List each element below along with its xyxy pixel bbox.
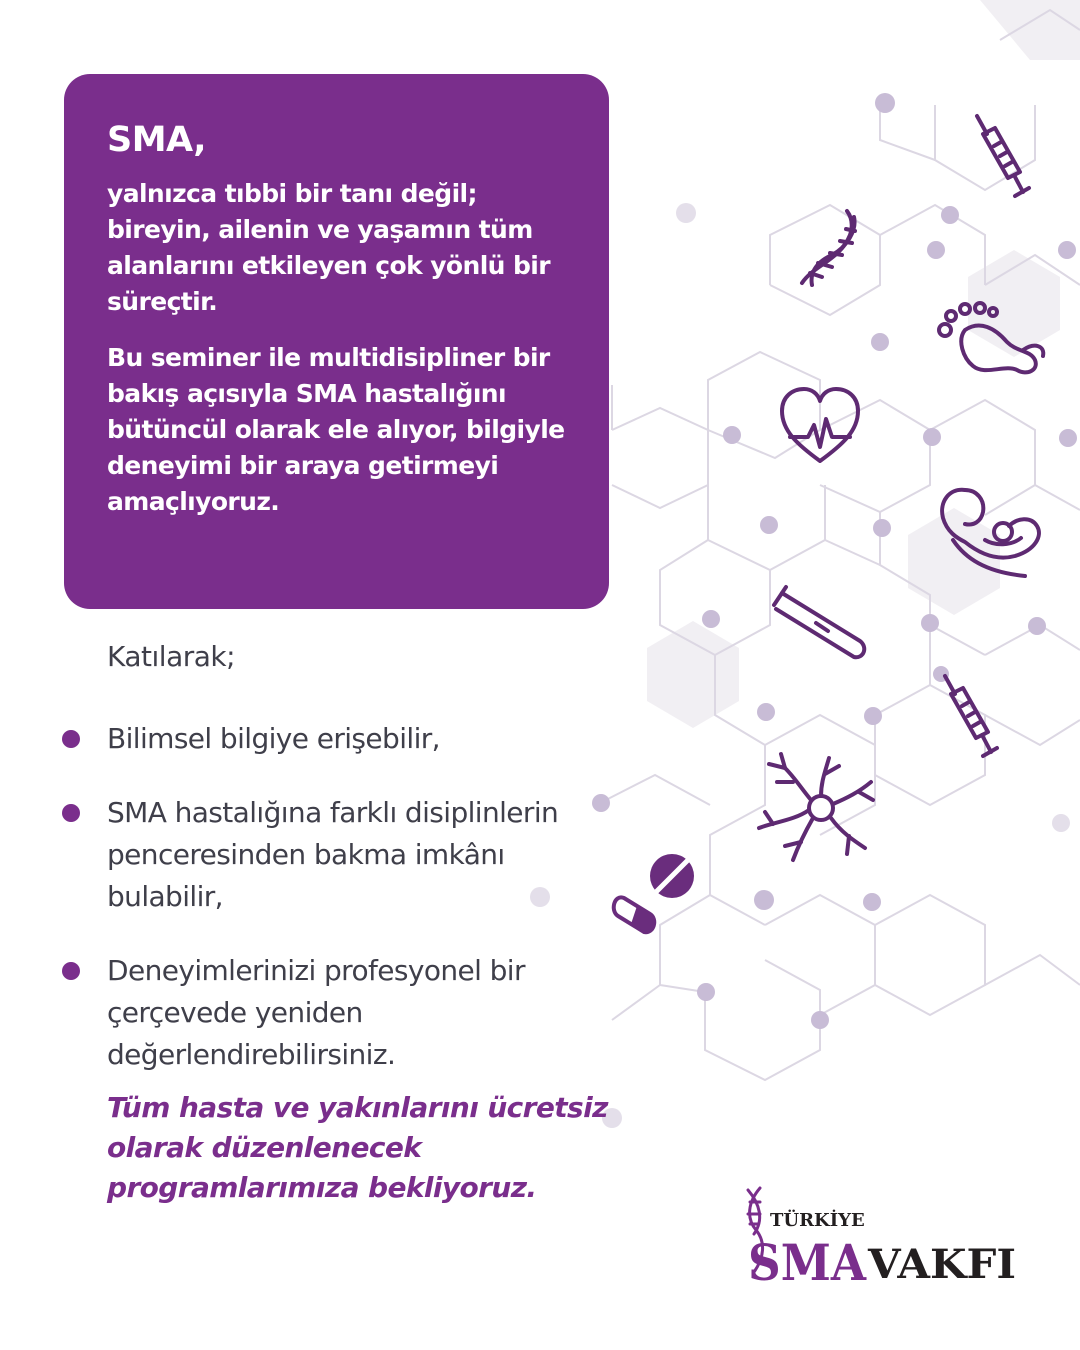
- logo-sma: SMA: [748, 1233, 868, 1290]
- card-seminer-text: Bu seminer ile multidisipliner bir bakış açısıyla SMA hastalığını bütüncül olarak ele alıyor, bilgiyle deneyimi bir araya getirmeyi amaçlıyoruz.: [107, 343, 565, 516]
- benefit-text: SMA hastalığına farklı disiplinlerin penceresinden bakma imkânı bulabilir,: [107, 796, 559, 913]
- sma-vakfi-logo: [730, 1180, 1030, 1290]
- bullet-icon: [62, 730, 80, 748]
- benefits-list: [60, 718, 600, 1076]
- logo-turkiye: TÜRKİYE: [770, 1210, 865, 1231]
- intro-card: [64, 74, 609, 609]
- card-description: yalnızca tıbbi bir tanı değil; bireyin, ailenin ve yaşamın tüm alanlarını etkileyen çok yönlü bir süreçtir.: [107, 179, 550, 316]
- list-item: [60, 792, 600, 918]
- pill-capsule-icon: [610, 852, 695, 940]
- bullet-icon: [62, 962, 80, 980]
- list-item: [60, 718, 600, 760]
- syringe-icon: [935, 672, 1005, 767]
- neuron-icon: [755, 748, 880, 866]
- footprint-icon: [935, 300, 1055, 380]
- benefits-intro: Katılarak;: [107, 640, 236, 673]
- bullet-icon: [62, 804, 80, 822]
- benefit-text: Deneyimlerinizi profesyonel bir çerçevede yeniden değerlendirebilirsiniz.: [107, 954, 525, 1071]
- closing-invitation: Tüm hasta ve yakınlarını ücretsiz olarak düzenlenecek programlarımıza bekliyoruz.: [107, 1091, 608, 1204]
- heart-icon: [778, 385, 863, 467]
- test-tube-icon: [770, 583, 875, 665]
- list-item: [60, 950, 600, 1076]
- logo-vakfi: VAKFI: [866, 1241, 1016, 1288]
- dna-icon: [792, 205, 862, 290]
- syringe-icon: [965, 110, 1035, 205]
- benefit-text: Bilimsel bilgiye erişebilir,: [107, 722, 440, 755]
- mother-baby-icon: [935, 480, 1050, 580]
- card-heading: SMA,: [107, 120, 207, 160]
